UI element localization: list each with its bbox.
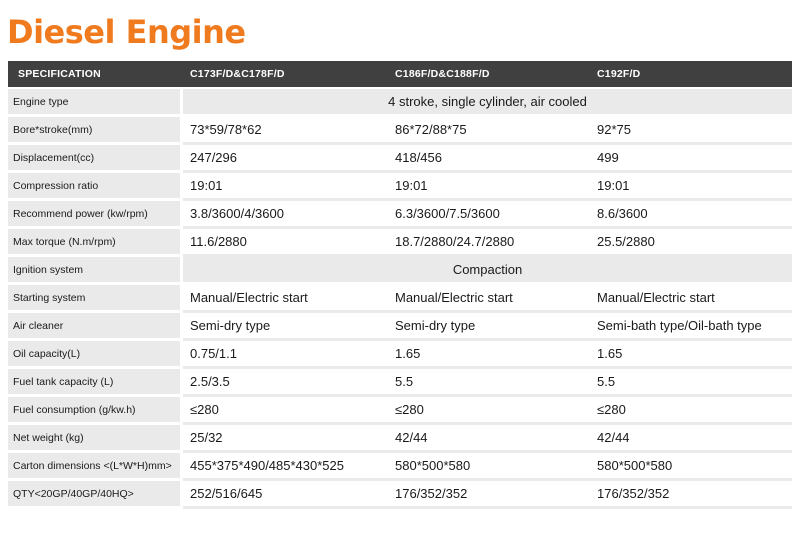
row-label: Recommend power (kw/rpm) bbox=[8, 201, 183, 229]
row-value-model-2: 418/456 bbox=[388, 145, 590, 173]
row-value-model-2: Semi-dry type bbox=[388, 313, 590, 341]
row-value-model-1: 252/516/645 bbox=[183, 481, 388, 509]
row-merged-value: Compaction bbox=[183, 257, 792, 285]
row-label: Max torque (N.m/rpm) bbox=[8, 229, 183, 257]
table-row bbox=[8, 285, 792, 313]
table-row bbox=[8, 369, 792, 397]
table-row bbox=[8, 173, 792, 201]
row-label: Fuel consumption (g/kw.h) bbox=[8, 397, 183, 425]
row-label: Starting system bbox=[8, 285, 183, 313]
table-row bbox=[8, 341, 792, 369]
row-value-model-1: ≤280 bbox=[183, 397, 388, 425]
row-value-model-3: 42/44 bbox=[590, 425, 792, 453]
table-row bbox=[8, 201, 792, 229]
header-model-c186f-c188f: C186F/D&C188F/D bbox=[388, 61, 590, 89]
row-value-model-3: 499 bbox=[590, 145, 792, 173]
table-row bbox=[8, 313, 792, 341]
row-value-model-2: 5.5 bbox=[388, 369, 590, 397]
specification-table bbox=[8, 61, 792, 509]
row-value-model-2: 1.65 bbox=[388, 341, 590, 369]
row-value-model-3: Manual/Electric start bbox=[590, 285, 792, 313]
row-value-model-1: 19:01 bbox=[183, 173, 388, 201]
row-label: Air cleaner bbox=[8, 313, 183, 341]
row-merged-value: 4 stroke, single cylinder, air cooled bbox=[183, 89, 792, 117]
row-label: Displacement(cc) bbox=[8, 145, 183, 173]
row-value-model-1: 25/32 bbox=[183, 425, 388, 453]
row-label: QTY<20GP/40GP/40HQ> bbox=[8, 481, 183, 509]
row-value-model-2: 580*500*580 bbox=[388, 453, 590, 481]
row-label: Ignition system bbox=[8, 257, 183, 285]
row-value-model-2: 86*72/88*75 bbox=[388, 117, 590, 145]
header-specification: SPECIFICATION bbox=[8, 61, 183, 89]
row-value-model-2: 6.3/3600/7.5/3600 bbox=[388, 201, 590, 229]
row-value-model-3: 8.6/3600 bbox=[590, 201, 792, 229]
table-row bbox=[8, 117, 792, 145]
row-value-model-1: Manual/Electric start bbox=[183, 285, 388, 313]
row-value-model-1: 247/296 bbox=[183, 145, 388, 173]
row-value-model-2: Manual/Electric start bbox=[388, 285, 590, 313]
row-value-model-3: 580*500*580 bbox=[590, 453, 792, 481]
table-row bbox=[8, 257, 792, 285]
row-label: Fuel tank capacity (L) bbox=[8, 369, 183, 397]
row-value-model-3: ≤280 bbox=[590, 397, 792, 425]
row-label: Bore*stroke(mm) bbox=[8, 117, 183, 145]
table-row bbox=[8, 145, 792, 173]
row-value-model-3: 5.5 bbox=[590, 369, 792, 397]
header-model-c192f: C192F/D bbox=[590, 61, 792, 89]
row-value-model-3: 25.5/2880 bbox=[590, 229, 792, 257]
table-row bbox=[8, 89, 792, 117]
row-label: Net weight (kg) bbox=[8, 425, 183, 453]
row-value-model-1: 3.8/3600/4/3600 bbox=[183, 201, 388, 229]
row-value-model-1: 0.75/1.1 bbox=[183, 341, 388, 369]
row-value-model-1: Semi-dry type bbox=[183, 313, 388, 341]
row-value-model-3: 92*75 bbox=[590, 117, 792, 145]
table-row bbox=[8, 481, 792, 509]
row-value-model-2: 42/44 bbox=[388, 425, 590, 453]
row-value-model-2: ≤280 bbox=[388, 397, 590, 425]
table-header bbox=[8, 61, 792, 89]
table-row bbox=[8, 453, 792, 481]
header-model-c173f-c178f: C173F/D&C178F/D bbox=[183, 61, 388, 89]
row-value-model-2: 18.7/2880/24.7/2880 bbox=[388, 229, 590, 257]
row-value-model-3: 1.65 bbox=[590, 341, 792, 369]
row-value-model-1: 11.6/2880 bbox=[183, 229, 388, 257]
table-header-row bbox=[8, 61, 792, 89]
table-row bbox=[8, 425, 792, 453]
row-label: Engine type bbox=[8, 89, 183, 117]
row-value-model-3: 19:01 bbox=[590, 173, 792, 201]
row-value-model-2: 176/352/352 bbox=[388, 481, 590, 509]
row-value-model-1: 73*59/78*62 bbox=[183, 117, 388, 145]
page-title: Diesel Engine bbox=[7, 13, 246, 51]
row-value-model-2: 19:01 bbox=[388, 173, 590, 201]
row-value-model-1: 2.5/3.5 bbox=[183, 369, 388, 397]
table-body bbox=[8, 89, 792, 509]
row-value-model-3: Semi-bath type/Oil-bath type bbox=[590, 313, 792, 341]
row-label: Oil capacity(L) bbox=[8, 341, 183, 369]
table-row bbox=[8, 397, 792, 425]
row-label: Carton dimensions <(L*W*H)mm> bbox=[8, 453, 183, 481]
row-label: Compression ratio bbox=[8, 173, 183, 201]
row-value-model-1: 455*375*490/485*430*525 bbox=[183, 453, 388, 481]
row-value-model-3: 176/352/352 bbox=[590, 481, 792, 509]
table-row bbox=[8, 229, 792, 257]
